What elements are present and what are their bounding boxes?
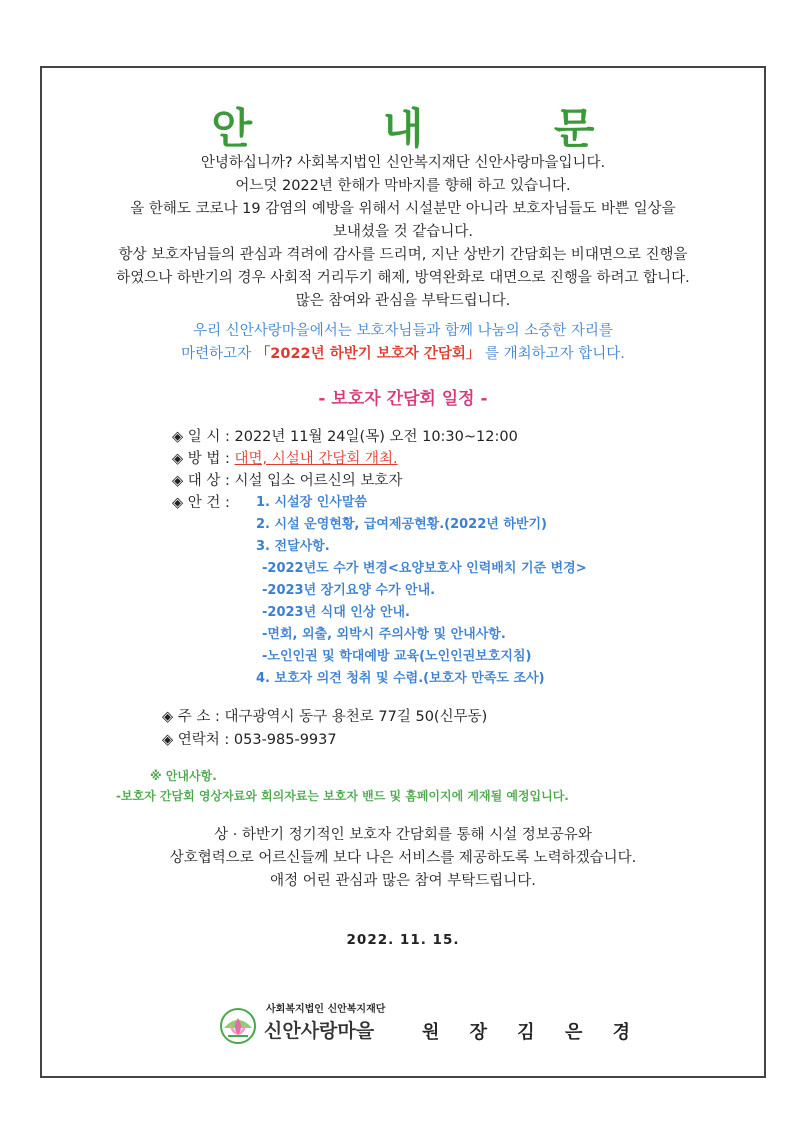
- intro-line: 항상 보호자님들의 관심과 격려에 감사를 드리며, 지난 상반기 간담회는 비대면으로 진행을: [118, 247, 688, 263]
- target-value: 시설 입소 어르신의 보호자: [234, 473, 403, 489]
- notice-title: ※ 안내사항.: [150, 769, 217, 783]
- agenda-item: 2. 시설 운영현황, 급여제공현황.(2022년 하반기): [256, 517, 547, 532]
- agenda-list: [256, 492, 587, 690]
- phone-value: 053-985-9937: [233, 732, 337, 748]
- agenda-subitem: -2023년 식대 인상 안내.: [262, 605, 410, 620]
- notice-body: -보호자 간담회 영상자료와 회의자료는 보호자 밴드 및 홈페이지에 게재될 예정입니다.: [116, 789, 569, 803]
- document-frame: [40, 66, 766, 1078]
- intro-line: 많은 참여와 관심을 부탁드립니다.: [295, 293, 511, 309]
- agenda-item: 4. 보호자 의견 청취 및 수렴.(보호자 만족도 조사): [256, 671, 545, 686]
- invite-suffix: 를 개최하고자 합니다.: [480, 346, 625, 362]
- document-date: 2022. 11. 15.: [346, 932, 460, 948]
- method-row: [172, 448, 518, 470]
- address-value: 대구광역시 동구 용천로 77길 50(신무동): [224, 709, 488, 725]
- invite-line-2: [42, 343, 764, 366]
- signature-block: [220, 998, 643, 1048]
- address-label: ◈ 주 소 :: [162, 709, 225, 725]
- method-value: 대면, 시설내 간담회 개최.: [234, 451, 398, 467]
- agenda-subitem: -면회, 외출, 외박시 주의사항 및 안내사항.: [262, 627, 506, 642]
- foundation-name: 사회복지법인 신안복지재단: [266, 1004, 386, 1015]
- datetime-row: [172, 426, 518, 448]
- director-name: 원 장 김 은 경: [422, 1022, 643, 1043]
- phone-row: [162, 729, 487, 752]
- closing-line: 애정 어린 관심과 많은 참여 부탁드립니다.: [270, 873, 536, 889]
- agenda-item: 1. 시설장 인사말씀: [256, 495, 367, 510]
- closing-line: 상호협력으로 어르신들께 보다 나은 서비스를 제공하도록 노력하겠습니다.: [169, 850, 637, 866]
- invite-line-1: 우리 신안사랑마을에서는 보호자님들과 함께 나눔의 소중한 자리를: [193, 323, 613, 339]
- intro-line: 어느덧 2022년 한해가 막바지를 향해 하고 있습니다.: [235, 178, 571, 194]
- target-label: ◈ 대 상 :: [172, 473, 235, 489]
- invite-prefix: 마련하고자: [181, 346, 256, 362]
- agenda-subitem: -2023년 장기요양 수가 안내.: [262, 583, 436, 598]
- intro-line: 하였으나 하반기의 경우 사회적 거리두기 해제, 방역완화로 대면으로 진행을 하려고 합니다.: [116, 270, 690, 286]
- target-row: [172, 470, 518, 492]
- notice-block: [116, 766, 569, 806]
- closing-line: 상 · 하반기 정기적인 보호자 간담회를 통해 시설 정보공유와: [214, 827, 592, 843]
- lotus-logo-icon: [220, 1008, 256, 1044]
- invite-paragraph: [42, 320, 764, 366]
- agenda-label: ◈ 안 건 :: [172, 495, 230, 511]
- phone-label: ◈ 연락처 :: [162, 732, 234, 748]
- agenda-subitem: -노인인권 및 학대예방 교육(노인인권보호지침): [262, 649, 532, 664]
- datetime-label: ◈ 일 시 :: [172, 429, 235, 445]
- closing-paragraph: [42, 824, 764, 893]
- agenda-subitem: -2022년도 수가 변경<요양보호사 인력배치 기준 변경>: [262, 561, 587, 576]
- intro-paragraph: [42, 152, 764, 313]
- intro-line: 올 한해도 코로나 19 감염의 예방을 위해서 시설분만 아니라 보호자님들도 바쁜 일상을: [130, 201, 676, 217]
- contact-info: [162, 706, 487, 752]
- method-label: ◈ 방 법 :: [172, 451, 235, 467]
- schedule-heading: - 보호자 간담회 일정 -: [318, 389, 488, 409]
- address-row: [162, 706, 487, 729]
- page-title: 안 내 문: [211, 104, 653, 153]
- event-name-highlight: 「2022년 하반기 보호자 간담회」: [255, 346, 481, 362]
- agenda-item: 3. 전달사항.: [256, 539, 330, 554]
- intro-line: 안녕하십니까? 사회복지법인 신안복지재단 신안사랑마을입니다.: [200, 155, 606, 171]
- organization-name: 신안사랑마을: [264, 1020, 375, 1042]
- intro-line: 보내셨을 것 같습니다.: [333, 224, 473, 240]
- datetime-value: 2022년 11월 24일(목) 오전 10:30~12:00: [234, 429, 518, 445]
